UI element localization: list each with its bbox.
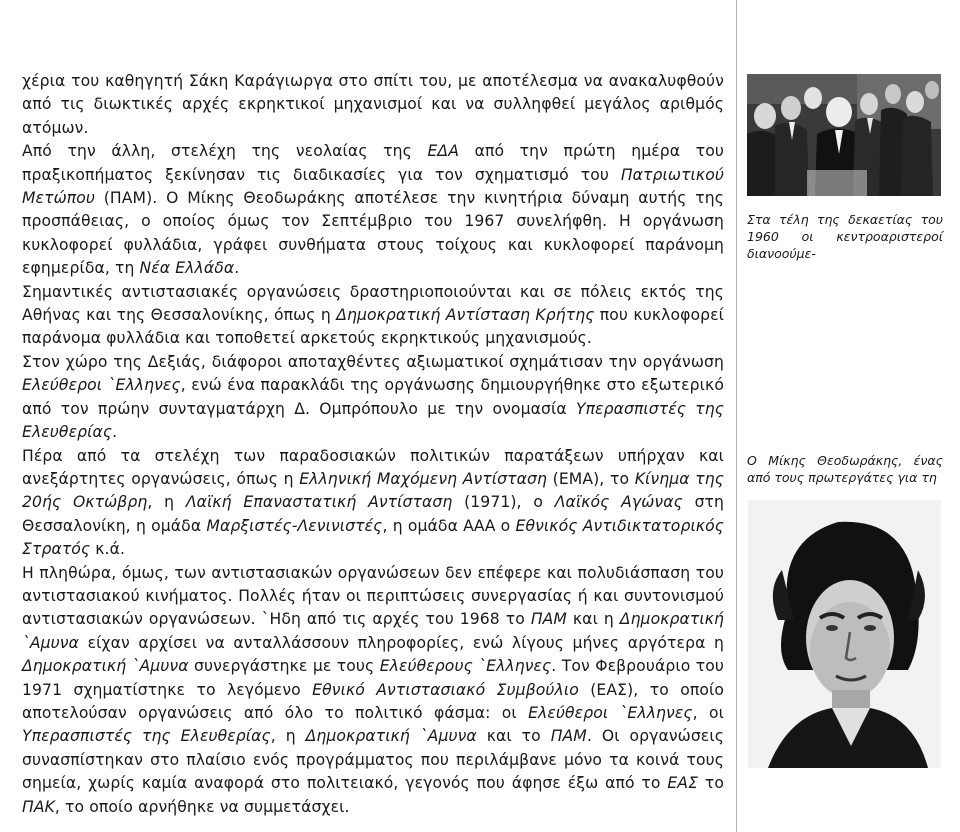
emphasis: ΠΑΜ [530,610,567,629]
paragraph-1 [22,70,724,140]
text-run: Στον χώρο της Δεξιάς, διάφοροι αποταχθέντες αξιωματικοί σχημάτισαν την οργάνωση [22,352,724,371]
emphasis: Δημοκρατική Αντίσταση Κρήτης [336,306,595,325]
text-run: το [698,774,724,793]
text-run: κ.ά. [90,540,126,559]
group-photo [747,74,941,196]
emphasis: Κίνημα της 20ής Οκτώβρη [22,469,724,512]
text-run: που κυκλοφορεί παράνομα φυλλάδια και τοποθετεί αρκετούς εκρηκτικούς μηχανισμούς. [22,306,725,348]
text-run: και το [476,727,551,746]
portrait-photo [748,500,941,768]
emphasis: Λαϊκή Επαναστατική Αντίσταση [185,493,453,512]
emphasis: Πατριωτικού Μετώπου [22,165,724,208]
emphasis: Υπερασπιστές της Ελευθερίας [22,399,724,442]
emphasis: Λαϊκός Αγώνας [554,493,683,512]
text-run: από την πρώτη ημέρα του πραξικοπήματος ξεκίνησαν τις διαδικασίες για τον σχηματισμό του [22,142,724,184]
column-divider [736,0,737,832]
text-run: . Οι οργανώσεις συνασπίστηκαν στο πλαίσιο ενός προγράμματος που περιλάμβανε μόνο τα κοινά τους σημεία, χωρίς καμία αναφορά στο πολιτειακό, γεγονός που άφησε έξω από το [22,727,724,793]
text-run: χέρια του καθηγητή Σάκη Καράγιωργα στο σπίτι του, με αποτέλεσμα να ανακαλυφθούν από τις διωκτικές αρχές εκρηκτικοί μηχανισμοί και να συλληφθεί μεγάλος αριθμός ατόμων. [22,72,724,137]
portrait-photo-image [748,500,941,768]
text-run: Σημαντικές αντιστασιακές οργανώσεις δραστηριοποιούνται και σε πόλεις εκτός της Αθήνας και της Θεσσαλονίκης, όπως η [22,282,724,325]
text-run: στη Θεσσαλονίκη, η ομάδα [22,493,725,535]
text-run: , το οποίο αρνήθηκε να συμμετάσχει. [54,797,350,816]
text-run: Πέρα από τα στελέχη των παραδοσιακών πολιτικών παρατάξεων υπήρχαν και ανεξάρτητες οργανώσεις, όπως η [22,446,724,488]
text-run: , η [147,493,186,512]
text-run: . [112,423,118,442]
emphasis: ΕΑΣ [667,774,699,793]
text-run: , η [270,727,306,746]
emphasis: Νέα Ελλάδα [139,259,235,278]
emphasis: Υπερασπιστές της Ελευθερίας [22,727,271,746]
emphasis: Ελεύθεροι `Ελληνες [22,376,181,395]
photo-caption-1: Στα τέλη της δεκαετίας του 1960 οι κεντροαριστεροί διανοούμε- [747,212,943,261]
text-run: . Τον Φεβρουάριο του 1971 σχηματίστηκε το λεγόμενο [22,657,724,699]
emphasis: Εθνικό Αντιστασιακό Συμβούλιο [312,680,579,699]
emphasis: Ελληνική Μαχόμενη Αντίσταση [299,469,548,488]
text-run: , ενώ ένα παρακλάδι της οργάνωσης δημιουργήθηκε στο εξωτερικό από τον πρώην συνταγματάρχη Δ. Ομπρόπουλο με την ονομασία [22,376,724,418]
group-photo-image [747,74,941,196]
emphasis: ΠΑΚ [22,797,55,816]
paragraph-2 [22,140,724,280]
emphasis: Ελεύθερους `Ελληνες [379,657,552,676]
paragraph-6 [22,562,724,819]
text-run: (ΕΜΑ), το [547,469,635,488]
text-run: (ΕΑΣ), το οποίο αποτελούσαν οργανώσεις από όλο το πολιτικό φάσμα: οι [22,680,725,722]
emphasis: Δημοκρατική `Αμυνα [305,727,477,746]
text-run: , η ομάδα ΑΑΑ ο [382,516,516,535]
emphasis: ΕΔΑ [427,142,459,161]
emphasis: Ελεύθεροι `Ελληνες [528,703,693,722]
emphasis: Εθνικός Αντιδικτατορικός Στρατός [22,516,725,559]
text-run: (ΠΑΜ). Ο Μίκης Θεοδωράκης αποτέλεσε την κινητήρια δύναμη αυτής της προσπάθειας, ο οποίος όμως τον Σεπτέμβριο του 1967 συνελήφθη. Η οργάνωση κυκλοφορεί φυλλάδια, γράφει συνθήματα στους τοίχους και κυκλοφορεί παράνομη εφημερίδα, τη [22,189,724,278]
emphasis: ΠΑΜ [550,727,587,746]
paragraph-3 [22,281,724,351]
paragraph-5 [22,445,724,562]
paragraph-4 [22,351,724,445]
photo-caption-2: Ο Μίκης Θεοδωράκης, ένας από τους πρωτεργάτες για τη [747,453,943,485]
text-run: και η [566,610,620,629]
text-run: είχαν αρχίσει να ανταλλάσσουν πληροφορίες, ενώ λίγους μήνες αργότερα η [79,633,724,652]
text-run: , οι [692,703,724,722]
emphasis: Δημοκρατική `Αμυνα [22,657,189,676]
text-run: Από την άλλη, στελέχη της νεολαίας της [22,142,428,161]
text-run: . [234,259,240,278]
text-run: Η πληθώρα, όμως, των αντιστασιακών οργανώσεων δεν επέφερε και πολυδιάσπαση του αντιστασιακού κινήματος. Πολλές ήταν οι περιπτώσεις συνεργασίας ή και συντονισμού αντιστασιακών οργανώσεων. `Ηδη από τις αρχές του 1968 το [22,563,724,629]
article-body [22,70,724,819]
text-run: (1971), ο [452,493,555,512]
emphasis: Δημοκρατική `Αμυνα [22,610,725,652]
emphasis: Μαρξιστές-Λενινιστές [206,516,383,535]
text-run: συνεργάστηκε με τους [188,657,380,676]
